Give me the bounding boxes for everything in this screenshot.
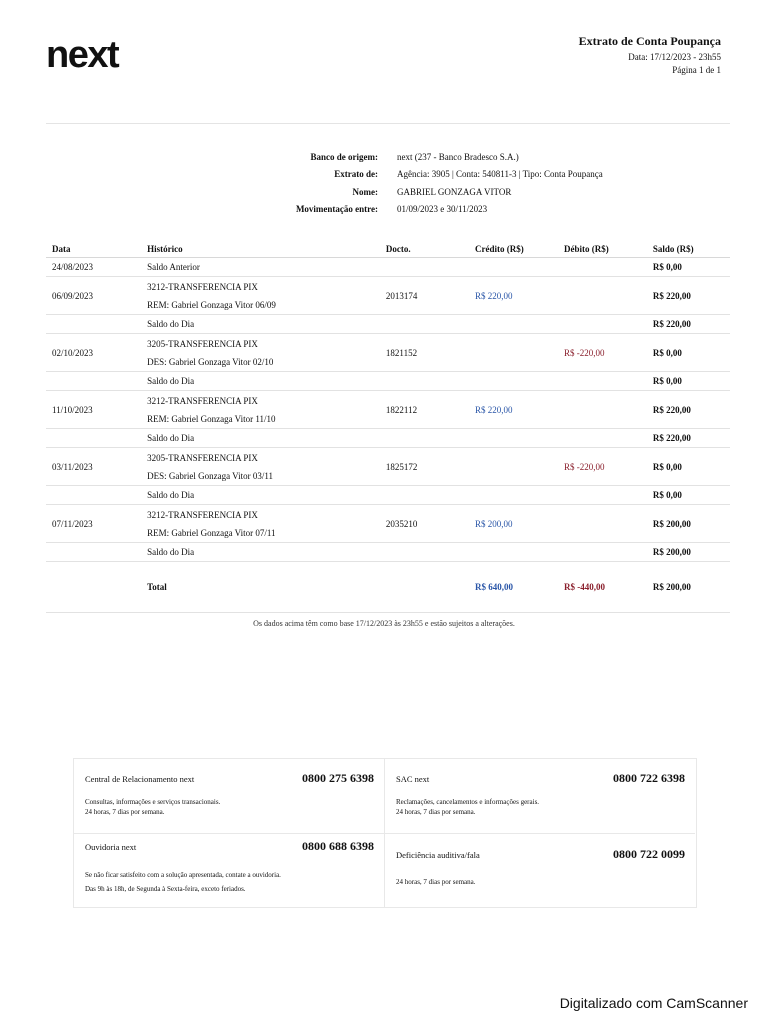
info-value: next (237 - Banco Bradesco S.A.): [397, 151, 519, 162]
info-value: Agência: 3905 | Conta: 540811-3 | Tipo: Conta Poupança: [397, 169, 603, 180]
col-credit: Crédito (R$): [469, 240, 558, 258]
row-debit: [558, 391, 647, 429]
table-row: [46, 448, 730, 486]
next-logo: next: [46, 34, 119, 76]
camscanner-watermark: Digitalizado com CamScanner: [559, 995, 748, 1011]
day-balance-value: R$ 0,00: [647, 486, 730, 505]
day-balance-value: R$ 0,00: [647, 372, 730, 391]
row-document: 2035210: [380, 505, 469, 543]
row-history: [141, 391, 380, 429]
header-divider: [46, 123, 730, 124]
row-credit: R$ 200,00: [469, 505, 558, 543]
info-label: Nome:: [352, 186, 378, 197]
contact-relationship-center: [74, 759, 385, 834]
row-date: 11/10/2023: [46, 391, 141, 429]
row-credit: R$ 220,00: [469, 277, 558, 315]
row-credit: [469, 334, 558, 372]
day-balance-label: Saldo do Dia: [141, 315, 380, 334]
row-history-type: 3205-TRANSFERENCIA PIX: [147, 452, 258, 463]
total-row: [46, 562, 730, 613]
info-label: Extrato de:: [334, 169, 378, 180]
col-date: Data: [46, 240, 141, 258]
day-balance-value: R$ 200,00: [647, 543, 730, 562]
contact-name: Deficiência auditiva/fala: [396, 850, 480, 860]
row-history-detail: REM: Gabriel Gonzaga Vitor 07/11: [147, 527, 276, 538]
row-debit: R$ -220,00: [558, 448, 647, 486]
row-document: 1821152: [380, 334, 469, 372]
day-balance-value: R$ 220,00: [647, 315, 730, 334]
table-row: [46, 391, 730, 429]
row-date: 06/09/2023: [46, 277, 141, 315]
info-row-name: [200, 183, 603, 201]
day-balance-label: Saldo do Dia: [141, 486, 380, 505]
day-balance-row: [46, 372, 730, 391]
contact-hearing-impaired: [385, 834, 695, 908]
statement-header: [579, 34, 721, 75]
contact-name: Central de Relacionamento next: [85, 774, 195, 784]
total-balance: R$ 200,00: [647, 562, 730, 613]
row-date: 07/11/2023: [46, 505, 141, 543]
day-balance-row: [46, 486, 730, 505]
statement-date: Data: 17/12/2023 - 23h55: [628, 52, 721, 62]
col-history: Histórico: [141, 240, 380, 258]
row-date: 03/11/2023: [46, 448, 141, 486]
contact-phone[interactable]: 0800 722 0099: [613, 847, 685, 861]
day-balance-label: Saldo do Dia: [141, 429, 380, 448]
contacts-panel: [73, 758, 697, 908]
table-header-row: [46, 240, 730, 258]
contact-phone[interactable]: 0800 275 6398: [302, 771, 374, 785]
day-balance-row: [46, 315, 730, 334]
row-history: Saldo Anterior: [141, 258, 380, 277]
day-balance-row: [46, 543, 730, 562]
info-row-period: [200, 201, 603, 219]
contact-name: Ouvidoria next: [85, 842, 137, 852]
statement-title: Extrato de Conta Poupança: [578, 34, 721, 48]
contact-description: [85, 797, 220, 817]
row-date: 24/08/2023: [46, 258, 141, 277]
account-info: [200, 148, 603, 218]
opening-balance-row: [46, 258, 730, 277]
row-history: [141, 277, 380, 315]
info-value: 01/09/2023 e 30/11/2023: [397, 204, 488, 215]
contact-description: [396, 797, 539, 817]
row-debit: [558, 277, 647, 315]
contact-desc-line: Se não ficar satisfeito com a solução apresentada, contate a ouvidoria.: [85, 871, 281, 879]
total-debit: R$ -440,00: [558, 562, 647, 613]
table-row: [46, 277, 730, 315]
row-balance: R$ 0,00: [647, 258, 730, 277]
row-history-type: 3212-TRANSFERENCIA PIX: [147, 281, 258, 292]
disclaimer-note: Os dados acima têm como base 17/12/2023 às 23h55 e estão sujeitos a alterações.: [253, 619, 515, 628]
contact-name: SAC next: [396, 774, 430, 784]
contact-desc-line: 24 horas, 7 dias por semana.: [396, 808, 476, 816]
row-history-type: 3205-TRANSFERENCIA PIX: [147, 338, 258, 349]
row-credit: [469, 448, 558, 486]
row-balance: R$ 200,00: [647, 505, 730, 543]
row-history: [141, 505, 380, 543]
table-row: [46, 505, 730, 543]
row-history-type: 3212-TRANSFERENCIA PIX: [147, 509, 258, 520]
col-document: Docto.: [380, 240, 469, 258]
contact-description: [396, 877, 476, 887]
contact-desc-line: 24 horas, 7 dias por semana.: [396, 878, 476, 886]
row-document: 1825172: [380, 448, 469, 486]
total-label: Total: [141, 562, 380, 613]
row-debit: R$ -220,00: [558, 334, 647, 372]
col-balance: Saldo (R$): [647, 240, 730, 258]
row-balance: R$ 220,00: [647, 391, 730, 429]
row-history-detail: DES: Gabriel Gonzaga Vitor 02/10: [147, 356, 274, 367]
row-balance: R$ 0,00: [647, 334, 730, 372]
info-label: Movimentação entre:: [295, 204, 378, 215]
row-document: 2013174: [380, 277, 469, 315]
row-balance: R$ 0,00: [647, 448, 730, 486]
contact-desc-line: Das 9h às 18h, de Segunda à Sexta-feira, exceto feriados.: [85, 885, 246, 893]
info-row-bank: [200, 148, 603, 166]
contact-ombudsman: [74, 834, 385, 908]
info-label: Banco de origem:: [310, 151, 378, 162]
contact-sac: [385, 759, 695, 834]
row-history-type: 3212-TRANSFERENCIA PIX: [147, 395, 258, 406]
contact-desc-line: Reclamações, cancelamentos e informações gerais.: [396, 798, 540, 806]
row-document: 1822112: [380, 391, 469, 429]
info-row-account: [200, 166, 603, 184]
row-debit: [558, 505, 647, 543]
day-balance-label: Saldo do Dia: [141, 543, 380, 562]
day-balance-label: Saldo do Dia: [141, 372, 380, 391]
row-history: [141, 334, 380, 372]
row-credit: R$ 220,00: [469, 391, 558, 429]
contact-phone[interactable]: 0800 722 6398: [613, 771, 685, 785]
contact-phone[interactable]: 0800 688 6398: [302, 839, 374, 853]
info-value: GABRIEL GONZAGA VITOR: [397, 186, 512, 197]
col-debit: Débito (R$): [558, 240, 647, 258]
contact-description: [85, 868, 281, 896]
row-balance: R$ 220,00: [647, 277, 730, 315]
statement-table: [46, 240, 730, 613]
row-date: 02/10/2023: [46, 334, 141, 372]
row-history-detail: REM: Gabriel Gonzaga Vitor 06/09: [147, 299, 276, 310]
row-history-detail: DES: Gabriel Gonzaga Vitor 03/11: [147, 470, 274, 481]
day-balance-value: R$ 220,00: [647, 429, 730, 448]
row-history-detail: REM: Gabriel Gonzaga Vitor 11/10: [147, 413, 276, 424]
total-credit: R$ 640,00: [469, 562, 558, 613]
page-number: Página 1 de 1: [672, 65, 721, 75]
day-balance-row: [46, 429, 730, 448]
contact-desc-line: 24 horas, 7 dias por semana.: [85, 808, 165, 816]
contact-desc-line: Consultas, informações e serviços transacionais.: [85, 798, 221, 806]
row-history: [141, 448, 380, 486]
table-row: [46, 334, 730, 372]
